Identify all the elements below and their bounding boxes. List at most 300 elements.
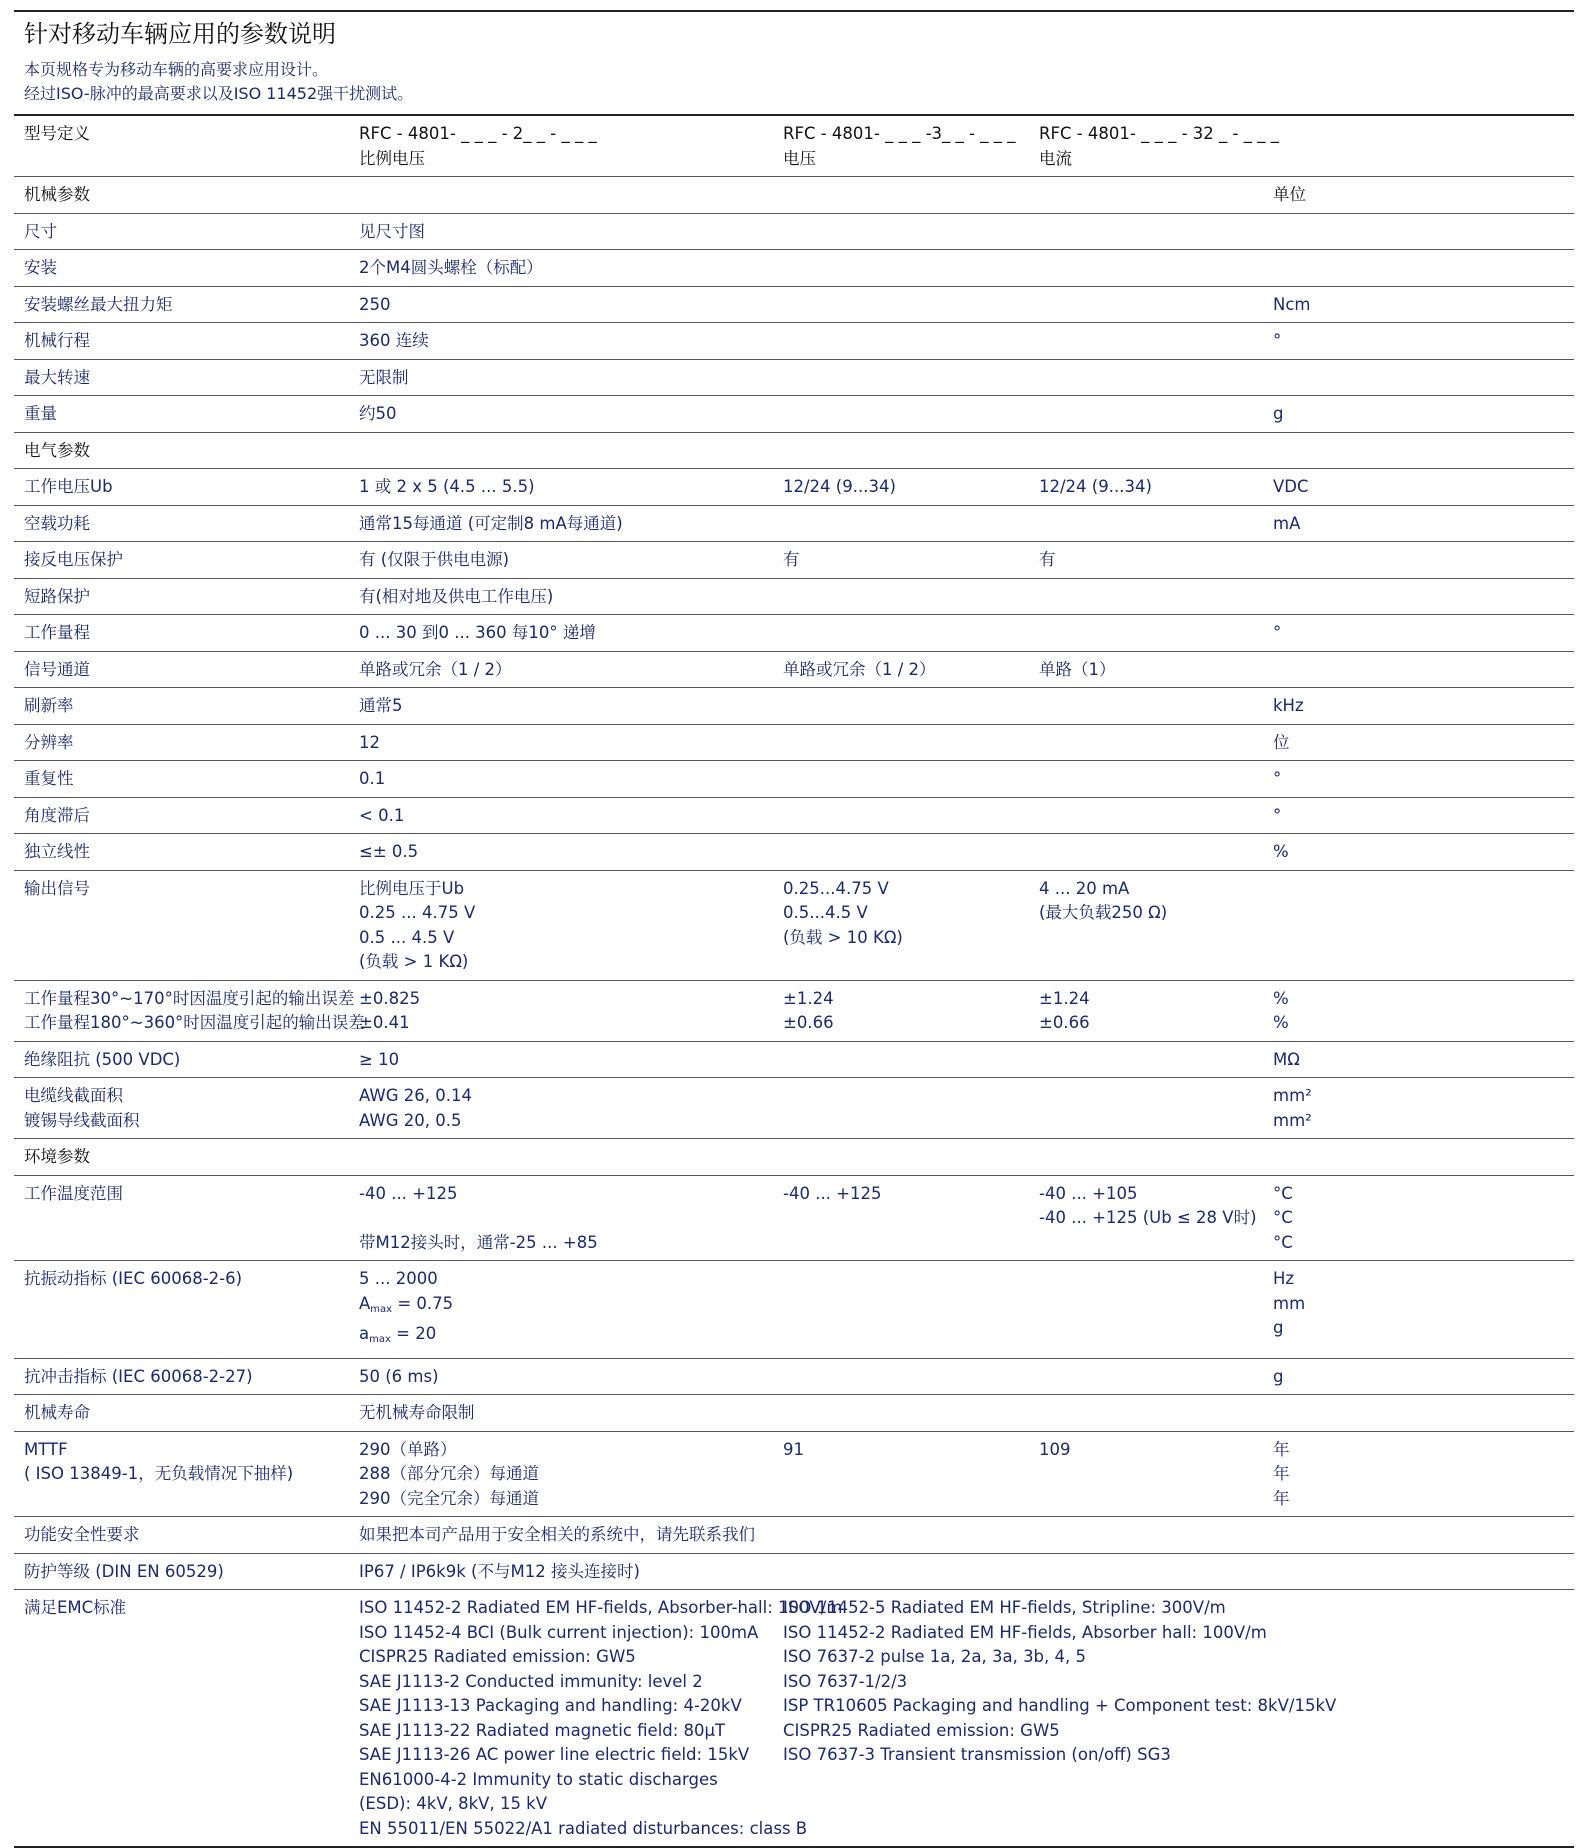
cell-line: 4 ... 20 mA: [1039, 878, 1130, 898]
cell-line: 分辨率: [24, 732, 74, 752]
cell-line: 安装螺丝最大扭力矩: [24, 294, 173, 314]
cell-line: 重复性: [24, 769, 74, 788]
value-cell: [773, 250, 1029, 287]
value-cell: [1029, 542, 1263, 579]
row-label: [14, 1395, 349, 1432]
value-cell: [773, 1517, 1029, 1554]
row-label: [14, 1261, 349, 1359]
value-cell: [349, 651, 773, 688]
value-cell: [773, 177, 1029, 214]
value-cell: [349, 250, 773, 287]
cell-line: kHz: [1273, 696, 1304, 715]
table-row: [14, 761, 1574, 798]
table-row: [14, 1395, 1574, 1432]
value-cell: [773, 578, 1029, 615]
cell-line: $a_{max} = 20$: [359, 1324, 437, 1345]
intro: [24, 58, 1574, 106]
row-label: [14, 115, 349, 177]
value-cell: [773, 651, 1029, 688]
table-row: [14, 469, 1574, 506]
row-label: [14, 1517, 349, 1554]
unit-cell: [1263, 1517, 1574, 1554]
row-label: [14, 1078, 349, 1139]
cell-line: 年: [1273, 1464, 1290, 1483]
page-title: 针对移动车辆应用的参数说明: [24, 20, 336, 48]
cell-line: CISPR25 Radiated emission: GW5: [359, 1647, 636, 1666]
cell-line: ISO 7637-2 pulse 1a, 2a, 3a, 3b, 4, 5: [783, 1647, 1087, 1666]
value-cell: [773, 286, 1029, 323]
row-label: [14, 870, 349, 980]
cell-line: ±1.24: [783, 988, 834, 1008]
value-cell: [1029, 1261, 1263, 1359]
cell-line: AWG 26, 0.14: [359, 1086, 472, 1105]
cell-line: 机械参数: [24, 185, 90, 204]
value-cell: [773, 1261, 1029, 1359]
value-cell: [349, 980, 773, 1041]
cell-line: -40 ... +125: [359, 1183, 458, 1203]
table-row: [14, 359, 1574, 396]
value-cell: [773, 980, 1029, 1041]
value-cell: [773, 724, 1029, 761]
value-cell: [349, 359, 773, 396]
cell-line: 工作量程180°~360°时因温度引起的输出误差: [24, 1013, 365, 1032]
cell-line: °C: [1273, 1232, 1293, 1252]
cell-line: g: [1273, 1318, 1284, 1337]
row-label: [14, 615, 349, 652]
value-cell: [773, 870, 1029, 980]
cell-line: 有: [1039, 550, 1056, 569]
value-cell: [1029, 834, 1263, 871]
unit-cell: [1263, 1261, 1574, 1359]
cell-line: 接反电压保护: [24, 550, 123, 569]
unit-cell: [1263, 1553, 1574, 1590]
cell-line: °: [1273, 805, 1282, 825]
unit-cell: [1263, 834, 1574, 871]
intro-line: 经过ISO-脉冲的最高要求以及ISO 11452强干扰测试。: [24, 84, 414, 103]
row-label: [14, 980, 365, 1041]
value-cell: [773, 834, 1029, 871]
cell-line: 如果把本司产品用于安全相关的系统中，请先联系我们: [359, 1525, 755, 1544]
cell-line: 250: [359, 294, 391, 314]
value-cell: [1029, 651, 1263, 688]
unit-cell: [1263, 615, 1574, 652]
value-cell: [1029, 870, 1263, 980]
value-cell: [349, 834, 773, 871]
row-label: [14, 359, 349, 396]
value-cell: [349, 1431, 773, 1517]
value-cell: [349, 1139, 773, 1176]
value-cell: [349, 177, 773, 214]
value-cell: [1029, 323, 1263, 360]
cell-line: ±0.66: [1039, 1013, 1090, 1032]
emc-standards-left: [349, 1590, 843, 1848]
cell-line: SAE J1113-2 Conducted immunity: level 2: [359, 1671, 703, 1691]
value-cell: [349, 469, 773, 506]
value-cell: [773, 542, 1029, 579]
value-cell: [349, 724, 773, 761]
value-cell: [1029, 1395, 1263, 1432]
cell-line: 单路（1）: [1039, 659, 1116, 679]
cell-line: ±1.24: [1039, 988, 1090, 1008]
cell-line: 单路或冗余（1 / 2）: [359, 659, 512, 679]
unit-cell: [1263, 1139, 1574, 1176]
unit-cell: [1263, 323, 1574, 360]
row-label: [14, 177, 349, 214]
cell-line: 12: [359, 732, 380, 752]
row-label: [14, 432, 349, 469]
row-label: [14, 797, 349, 834]
row-label: [14, 761, 349, 798]
table-row: [14, 1590, 1574, 1848]
cell-line: (ESD): 4kV, 8kV, 15 kV: [359, 1794, 548, 1813]
value-cell: [773, 432, 1029, 469]
cell-line: °: [1273, 623, 1282, 642]
table-row: [14, 724, 1574, 761]
cell-line: MTTF: [24, 1439, 68, 1459]
value-cell: [1029, 761, 1263, 798]
cell-line: 位: [1273, 732, 1290, 752]
table-row: [14, 115, 1574, 177]
value-cell: [773, 323, 1029, 360]
cell-line: 290（完全冗余）每通道: [359, 1488, 539, 1508]
row-label: [14, 1431, 349, 1517]
cell-line: 机械寿命: [24, 1403, 90, 1422]
unit-cell: [1263, 1175, 1574, 1261]
cell-line: 年: [1273, 1488, 1290, 1508]
cell-line: 绝缘阻抗 (500 VDC): [24, 1049, 181, 1069]
cell-line: ±0.41: [359, 1013, 410, 1032]
value-cell: [1029, 432, 1263, 469]
value-cell: [349, 615, 773, 652]
value-cell: [1029, 615, 1263, 652]
row-label: [14, 1175, 349, 1261]
cell-line: -40 ... +105: [1039, 1183, 1138, 1203]
unit-cell: [1263, 250, 1574, 287]
value-cell: [349, 688, 773, 725]
value-cell: [1029, 469, 1263, 506]
value-cell: [1029, 505, 1263, 542]
table-row: [14, 1431, 1574, 1517]
value-cell: [773, 797, 1029, 834]
cell-line: %: [1273, 988, 1289, 1008]
unit-cell: [1263, 980, 1574, 1041]
cell-line: 电缆线截面积: [24, 1086, 123, 1105]
row-label: [14, 1139, 349, 1176]
value-cell: [773, 1358, 1029, 1395]
row-label: [14, 286, 349, 323]
table-row: [14, 1041, 1574, 1078]
cell-line: Hz: [1273, 1269, 1295, 1288]
cell-line: 有 (仅限于供电电源): [359, 550, 510, 569]
value-cell: [773, 1041, 1029, 1078]
row-label: [14, 542, 349, 579]
row-label: [14, 1041, 349, 1078]
value-cell: [349, 432, 773, 469]
value-cell: [349, 578, 773, 615]
cell-line: ISO 7637-1/2/3: [783, 1671, 908, 1691]
row-label: [14, 724, 349, 761]
cell-line: 刷新率: [24, 696, 74, 715]
cell-line: °C: [1273, 1183, 1293, 1203]
table-row: [14, 1358, 1574, 1395]
value-cell: [773, 1553, 1029, 1590]
value-cell: [773, 1175, 1029, 1261]
value-cell: [349, 797, 773, 834]
cell-line: RFC - 4801- _ _ _ - 32 _ - _ _ _: [1039, 124, 1279, 143]
cell-line: 0.25...4.75 V: [783, 878, 889, 898]
value-cell: [349, 1517, 773, 1554]
cell-line: mm²: [1273, 1086, 1312, 1105]
value-cell: [349, 870, 773, 980]
cell-line: 镀锡导线截面积: [24, 1110, 140, 1130]
cell-line: mA: [1273, 513, 1301, 533]
cell-line: (负载 > 1 KΩ): [359, 952, 469, 971]
cell-line: °: [1273, 769, 1282, 788]
table-row: [14, 1553, 1574, 1590]
section-row: [14, 177, 1574, 214]
cell-line: 1 或 2 x 5 (4.5 ... 5.5): [359, 477, 535, 496]
value-cell: [1029, 1041, 1263, 1078]
cell-line: 工作电压Ub: [24, 477, 113, 496]
cell-line: 5 ... 2000: [359, 1269, 438, 1288]
cell-line: 0 ... 30 到0 ... 360 每10° 递增: [359, 623, 596, 642]
unit-cell: [1263, 1041, 1574, 1078]
cell-line: < 0.1: [359, 805, 405, 825]
emc-standards-right: [773, 1590, 1574, 1848]
cell-line: 输出信号: [24, 878, 90, 898]
row-label: [14, 578, 349, 615]
cell-line: 机械行程: [24, 331, 90, 350]
cell-line: 通常15每通道 (可定制8 mA每通道): [359, 513, 623, 533]
value-cell: [1029, 1175, 1263, 1261]
table-row: [14, 213, 1574, 250]
cell-line: 独立线性: [24, 842, 90, 861]
cell-line: 0.5...4.5 V: [783, 903, 868, 922]
value-cell: [349, 115, 773, 177]
cell-line: 环境参数: [24, 1147, 90, 1166]
unit-cell: [1263, 797, 1574, 834]
cell-line: 重量: [24, 404, 57, 423]
cell-line: VDC: [1273, 477, 1309, 496]
cell-line: 比例电压: [359, 148, 425, 168]
cell-line: AWG 20, 0.5: [359, 1110, 462, 1130]
cell-line: 50 (6 ms): [359, 1366, 439, 1386]
value-cell: [1029, 578, 1263, 615]
cell-line: SAE J1113-13 Packaging and handling: 4-20kV: [359, 1696, 742, 1715]
value-cell: [349, 1358, 773, 1395]
value-cell: [773, 615, 1029, 652]
section-row: [14, 1139, 1574, 1176]
value-cell: [773, 213, 1029, 250]
value-cell: [349, 1041, 773, 1078]
value-cell: [349, 1078, 773, 1139]
cell-line: 288（部分冗余）每通道: [359, 1464, 539, 1483]
unit-cell: [1263, 542, 1574, 579]
cell-line: mm: [1273, 1293, 1306, 1313]
unit-cell: [1263, 761, 1574, 798]
cell-line: CISPR25 Radiated emission: GW5: [783, 1720, 1060, 1740]
cell-line: 角度滞后: [24, 805, 90, 825]
row-label: [14, 1553, 349, 1590]
value-cell: [349, 213, 773, 250]
value-cell: [1029, 1431, 1263, 1517]
cell-line: 无机械寿命限制: [359, 1403, 475, 1422]
cell-line: 单路或冗余（1 / 2）: [783, 659, 936, 679]
cell-line: 91: [783, 1439, 804, 1459]
cell-line: ISP TR10605 Packaging and handling + Component test: 8kV/15kV: [783, 1696, 1337, 1715]
value-cell: [773, 1431, 1029, 1517]
table-row: [14, 797, 1574, 834]
cell-line: 比例电压于Ub: [359, 878, 465, 898]
cell-line: 工作温度范围: [24, 1183, 123, 1203]
value-cell: [349, 1175, 773, 1261]
value-cell: [1029, 286, 1263, 323]
cell-line: 有(相对地及供电工作电压): [359, 586, 554, 606]
value-cell: [773, 1139, 1029, 1176]
cell-line: 短路保护: [24, 586, 90, 606]
value-cell: [773, 1078, 1029, 1139]
value-cell: [349, 286, 773, 323]
row-label: [14, 505, 349, 542]
cell-line: 最大转速: [24, 367, 90, 387]
cell-line: 尺寸: [24, 221, 57, 241]
unit-cell: [1263, 651, 1574, 688]
table-row: [14, 250, 1574, 287]
value-cell: [349, 1553, 773, 1590]
unit-cell: [1263, 432, 1574, 469]
table-row: [14, 834, 1574, 871]
table-row: [14, 1175, 1574, 1261]
cell-line: 抗振动指标 (IEC 60068-2-6): [24, 1269, 243, 1288]
cell-line: ISO 11452-2 Radiated EM HF-fields, Absorber hall: 100V/m: [783, 1622, 1267, 1642]
cell-line: EN 55011/EN 55022/A1 radiated disturbances: class B: [359, 1818, 808, 1838]
cell-line: 360 连续: [359, 331, 429, 350]
value-cell: [349, 542, 773, 579]
cell-line: 通常5: [359, 696, 403, 715]
unit-cell: [1263, 469, 1574, 506]
table-row: [14, 651, 1574, 688]
value-cell: [773, 688, 1029, 725]
table-row: [14, 688, 1574, 725]
value-cell: [773, 396, 1029, 433]
cell-line: RFC - 4801- _ _ _ -3_ _ - _ _ _: [783, 124, 1016, 143]
unit-cell: [1263, 213, 1574, 250]
row-label: [14, 323, 349, 360]
table-row: [14, 615, 1574, 652]
unit-cell: [1263, 1431, 1574, 1517]
row-label: [14, 1590, 349, 1848]
unit-cell: [1263, 396, 1574, 433]
cell-line: °C: [1273, 1208, 1293, 1227]
cell-line: 0.1: [359, 769, 386, 788]
cell-line: ISO 11452-4 BCI (Bulk current injection): 100mA: [359, 1622, 759, 1642]
unit-cell: [1263, 1358, 1574, 1395]
value-cell: [1029, 797, 1263, 834]
value-cell: [773, 469, 1029, 506]
value-cell: [1029, 1517, 1263, 1554]
cell-line: 功能安全性要求: [24, 1525, 140, 1544]
cell-line: mm²: [1273, 1110, 1312, 1130]
cell-line: 防护等级 (DIN EN 60529): [24, 1561, 224, 1581]
cell-line: 290（单路）: [359, 1439, 457, 1459]
cell-line: MΩ: [1273, 1049, 1300, 1069]
row-label: [14, 396, 349, 433]
cell-line: 抗冲击指标 (IEC 60068-2-27): [24, 1366, 253, 1386]
cell-line: 12/24 (9...34): [1039, 477, 1152, 496]
unit-cell: [1263, 505, 1574, 542]
value-cell: [773, 761, 1029, 798]
cell-line: 工作量程30°~170°时因温度引起的输出误差: [24, 988, 355, 1008]
cell-line: (最大负载250 Ω): [1039, 903, 1168, 922]
cell-line: 电气参数: [24, 440, 90, 460]
value-cell: [1029, 1078, 1263, 1139]
cell-line: [359, 1206, 773, 1231]
unit-cell: [1263, 286, 1574, 323]
cell-line: °: [1273, 331, 1282, 350]
intro-line: 本页规格专为移动车辆的高要求应用设计。: [24, 60, 329, 79]
cell-line: 单位: [1273, 185, 1306, 204]
value-cell: [349, 323, 773, 360]
unit-cell: [1263, 724, 1574, 761]
unit-cell: [1263, 115, 1574, 177]
table-row: [14, 1261, 1574, 1359]
cell-line: ≥ 10: [359, 1049, 400, 1069]
table-row: [14, 505, 1574, 542]
value-cell: [349, 505, 773, 542]
cell-line: -40 ... +125 (Ub ≤ 28 V时): [1039, 1208, 1257, 1227]
cell-line: 信号通道: [24, 659, 90, 679]
value-cell: [773, 1395, 1029, 1432]
value-cell: [1029, 359, 1263, 396]
unit-cell: [1263, 870, 1574, 980]
table-row: [14, 980, 1574, 1041]
row-label: [14, 651, 349, 688]
value-cell: [349, 1395, 773, 1432]
row-label: [14, 213, 349, 250]
cell-line: ISO 7637-3 Transient transmission (on/off) SG3: [783, 1745, 1171, 1764]
value-cell: [1029, 177, 1263, 214]
cell-line: 见尺寸图: [359, 221, 425, 241]
unit-cell: [1263, 359, 1574, 396]
value-cell: [1029, 1553, 1263, 1590]
value-cell: [1029, 250, 1263, 287]
table-row: [14, 286, 1574, 323]
cell-line: $A_{max} = 0.75$: [359, 1293, 454, 1315]
value-cell: [1029, 980, 1263, 1041]
cell-line: ≤± 0.5: [359, 842, 419, 861]
value-cell: [1029, 1358, 1263, 1395]
value-cell: [349, 396, 773, 433]
cell-line: ISO 11452-5 Radiated EM HF-fields, Stripline: 300V/m: [783, 1598, 1226, 1617]
row-label: [14, 469, 349, 506]
cell-line: ( ISO 13849-1，无负载情况下抽样): [24, 1464, 294, 1483]
value-cell: [1029, 1139, 1263, 1176]
cell-line: 约50: [359, 404, 397, 423]
cell-line: SAE J1113-26 AC power line electric field: 15kV: [359, 1745, 750, 1764]
spec-table: [14, 114, 1574, 1848]
unit-cell: [1263, 688, 1574, 725]
cell-line: -40 ... +125: [783, 1183, 882, 1203]
cell-line: (负载 > 10 KΩ): [783, 927, 903, 947]
cell-line: 工作量程: [24, 623, 90, 642]
top-rule: [14, 10, 1574, 12]
cell-line: %: [1273, 1013, 1289, 1032]
value-cell: [349, 761, 773, 798]
cell-line: ISO 11452-2 Radiated EM HF-fields, Absorber-hall: 100V/m: [359, 1598, 843, 1617]
cell-line: ±0.825: [359, 988, 421, 1008]
cell-line: Ncm: [1273, 294, 1311, 314]
cell-line: 满足EMC标准: [24, 1598, 127, 1617]
